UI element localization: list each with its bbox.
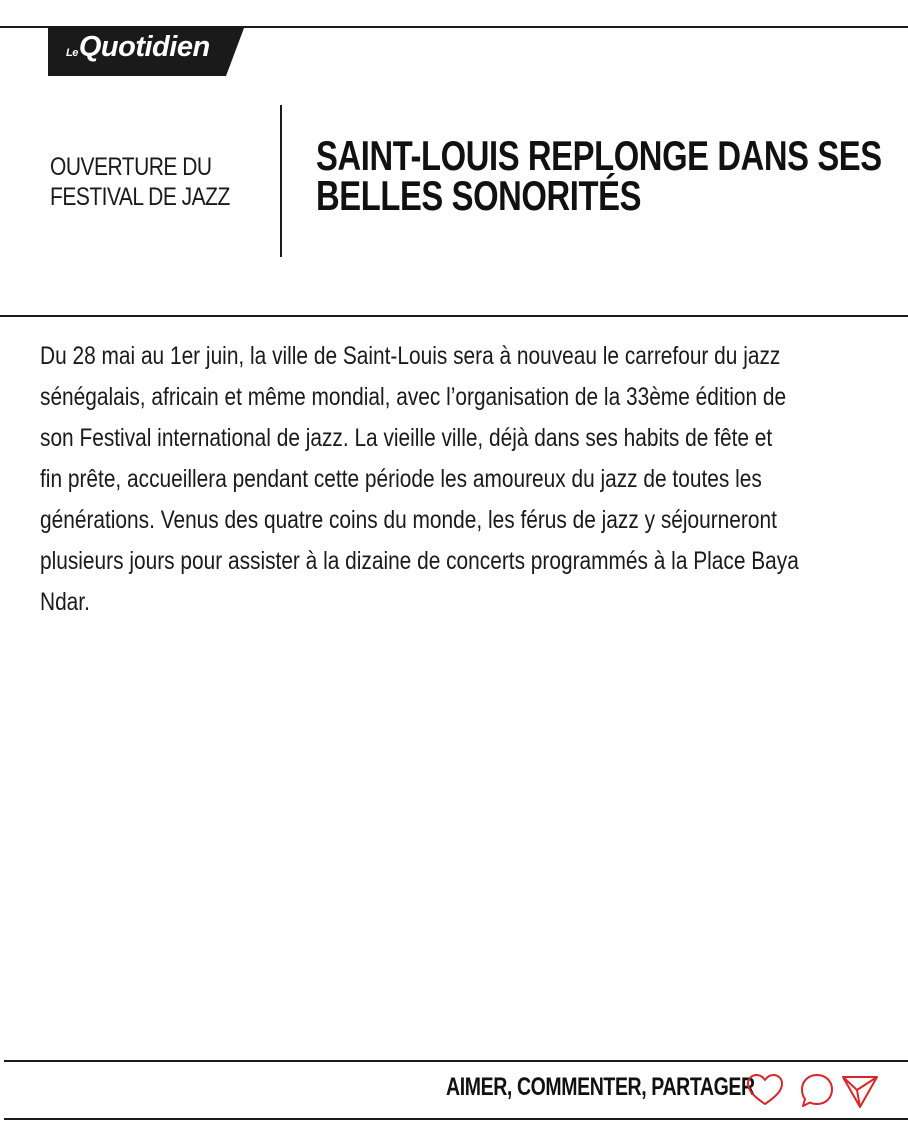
kicker-line: OUVERTURE DU: [50, 153, 212, 181]
article-headline: [316, 132, 882, 219]
logo-prefix: Le: [66, 47, 78, 59]
body-line: son Festival international de jazz. La vieille ville, déjà dans ses habits de fête et: [40, 424, 773, 452]
call-to-action: AIMER, COMMENTER, PARTAGER: [446, 1073, 755, 1101]
newspaper-logo[interactable]: [48, 28, 244, 76]
section-rule: [0, 315, 908, 317]
body-line: générations. Venus des quatre coins du monde, les férus de jazz y séjourneront: [40, 506, 777, 534]
body-line: Ndar.: [40, 588, 90, 616]
body-line: fin prête, accueillera pendant cette période les amoureux du jazz de toutes les: [40, 465, 762, 493]
logo-name: Quotidien: [78, 31, 210, 63]
footer-top-rule: [4, 1060, 908, 1062]
kicker-line: FESTIVAL DE JAZZ: [50, 183, 230, 211]
vertical-divider: [280, 105, 282, 257]
article-body: [40, 336, 872, 623]
headline-line: BELLES SONORITÉS: [316, 172, 642, 219]
footer-bottom-rule: [4, 1118, 908, 1120]
comment-bubble-icon[interactable]: [797, 1071, 837, 1111]
headline-line: SAINT-LOUIS REPLONGE DANS SES: [316, 132, 882, 179]
body-line: sénégalais, africain et même mondial, avec l’organisation de la 33ème édition de: [40, 383, 787, 411]
body-line: plusieurs jours pour assister à la dizaine de concerts programmés à la Place Baya: [40, 547, 799, 575]
send-icon[interactable]: [840, 1071, 880, 1111]
heart-icon[interactable]: [745, 1071, 785, 1111]
body-line: Du 28 mai au 1er juin, la ville de Saint-Louis sera à nouveau le carrefour du jazz: [40, 342, 781, 370]
article-kicker: [50, 152, 231, 212]
